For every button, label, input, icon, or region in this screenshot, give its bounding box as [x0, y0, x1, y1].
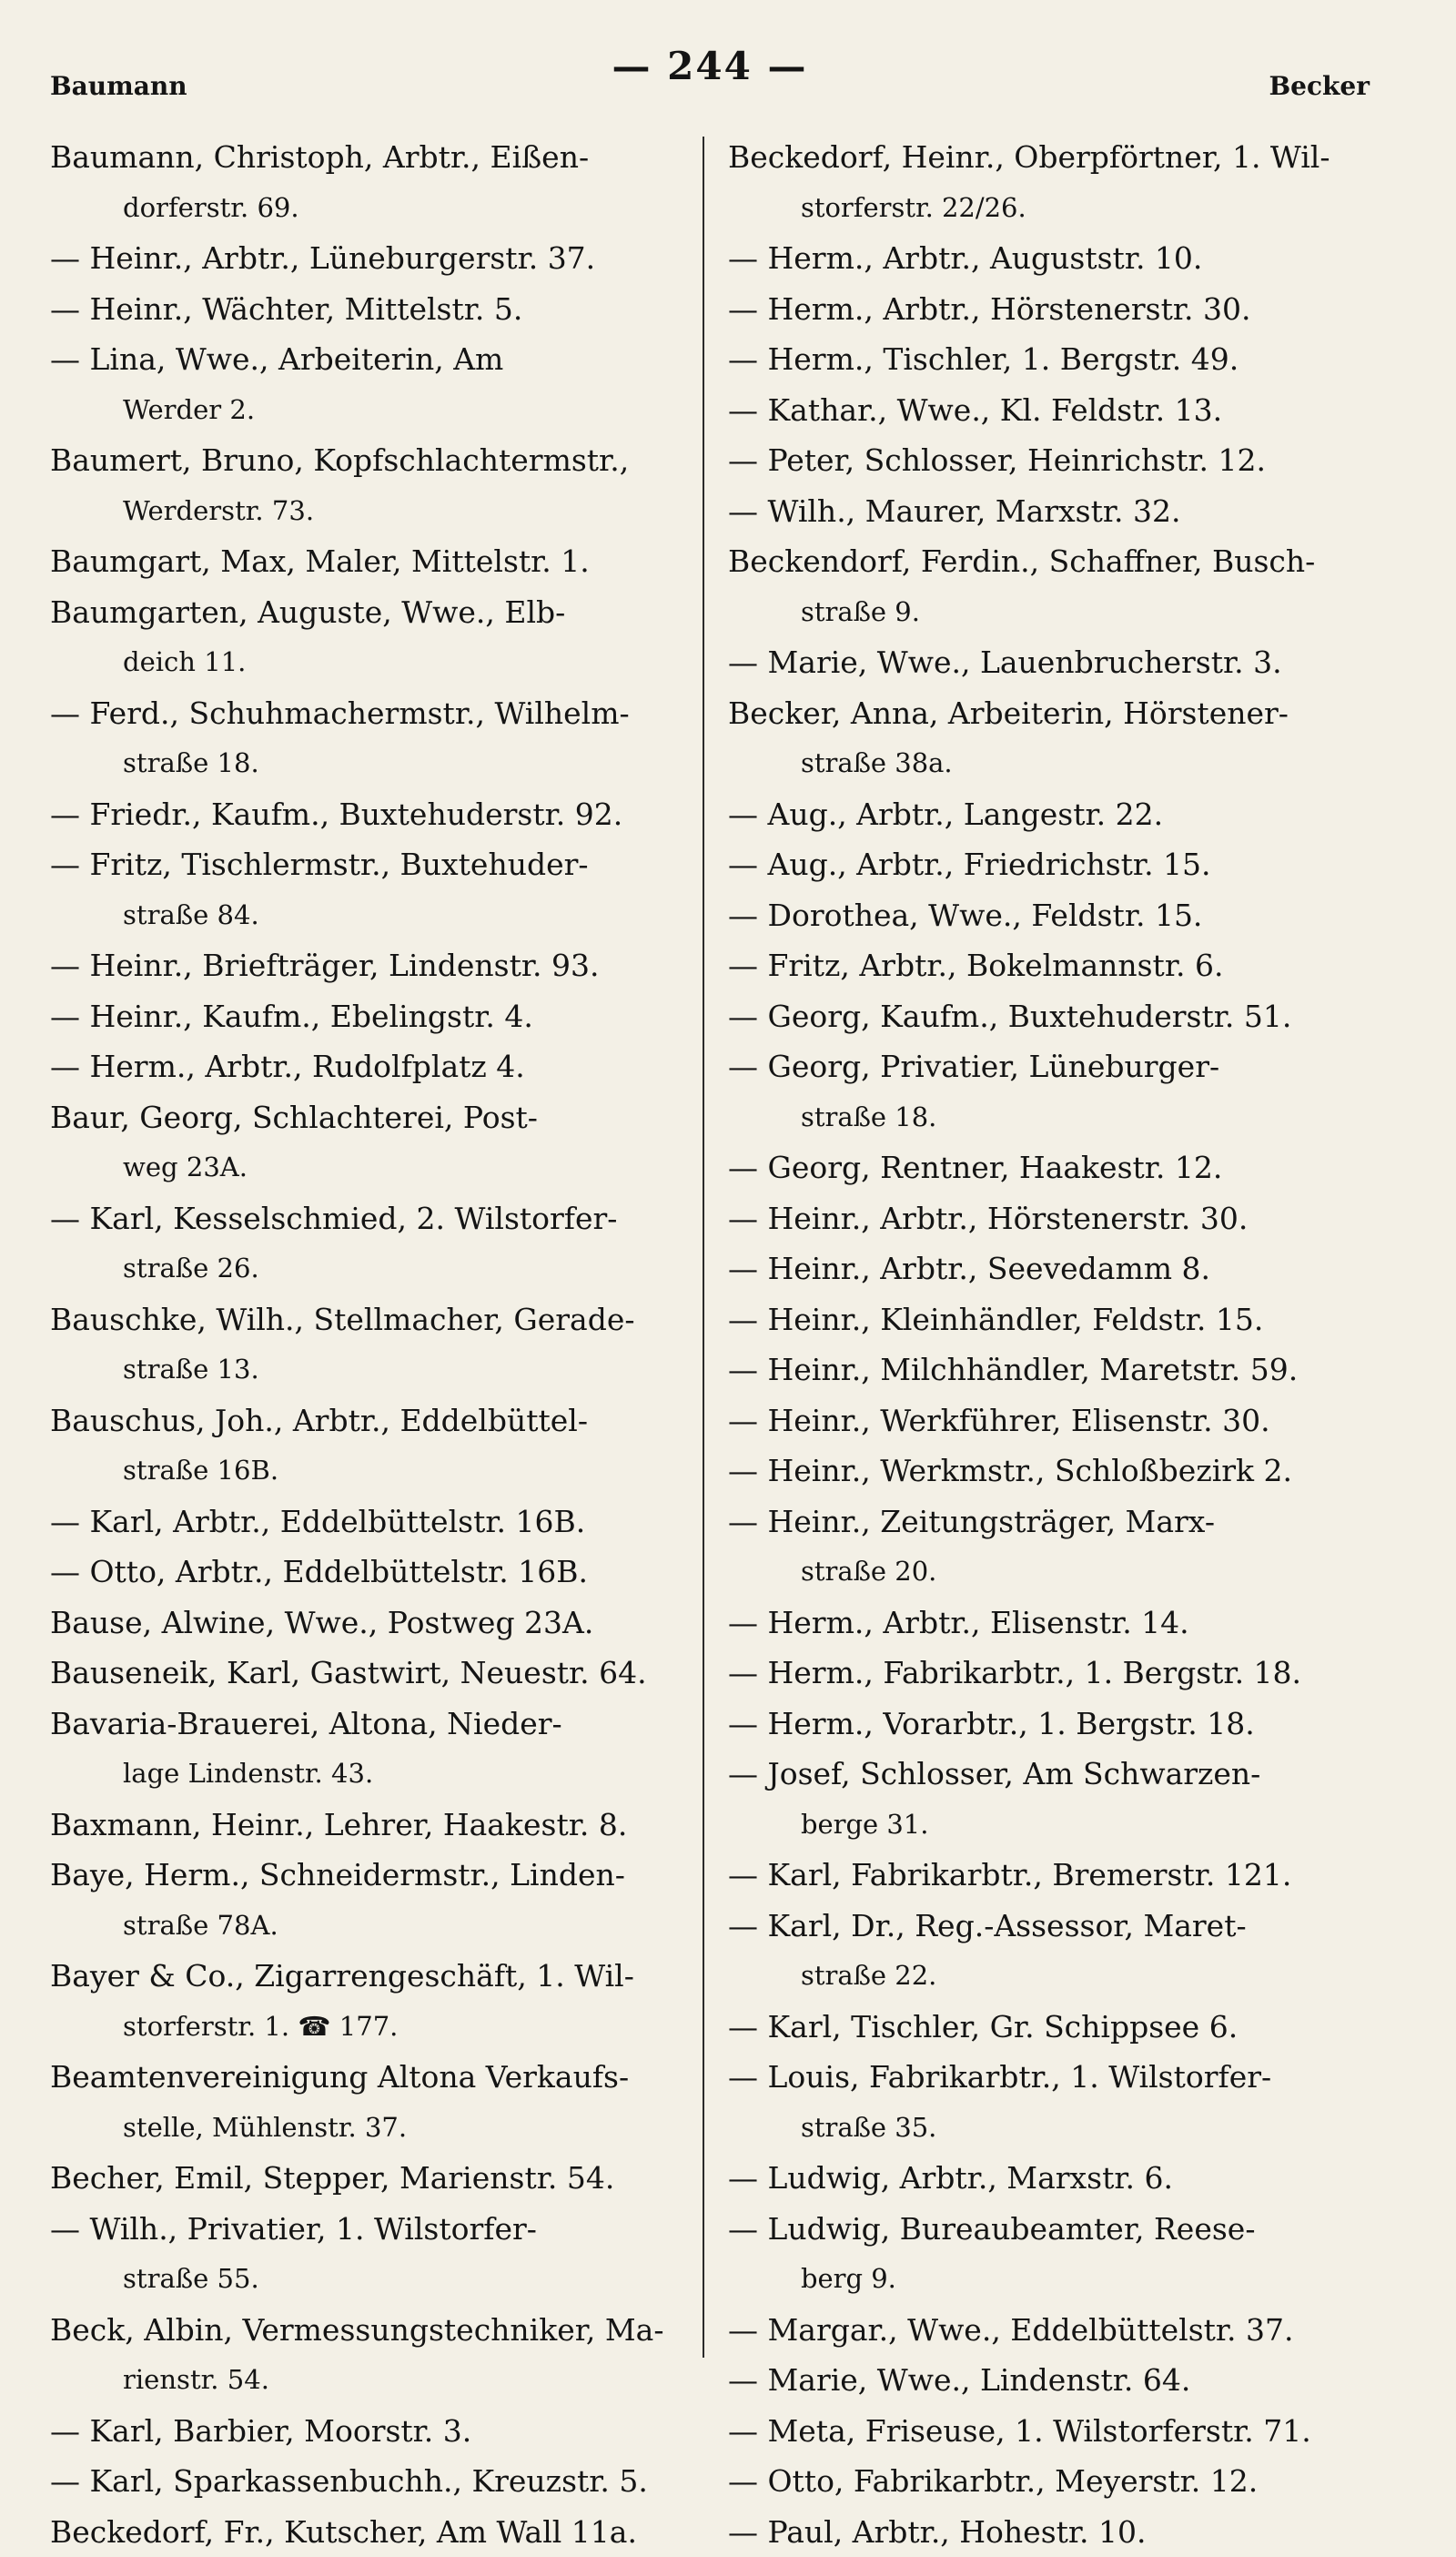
directory-entry: [728, 132, 1370, 233]
directory-entry: [728, 435, 1370, 486]
directory-entry: [728, 1699, 1370, 1750]
entry-line: — Heinr., Briefträger, Lindenstr. 93.: [50, 940, 705, 991]
directory-entry: [728, 2456, 1370, 2507]
entry-line: Beamtenvereinigung Altona Verkaufs-: [50, 2052, 705, 2103]
entry-line: — Georg, Kaufm., Buxtehuderstr. 51.: [728, 991, 1370, 1042]
entry-line: — Peter, Schlosser, Heinrichstr. 12.: [728, 435, 1370, 486]
directory-entry: [728, 2153, 1370, 2204]
entry-line: — Marie, Wwe., Lauenbrucherstr. 3.: [728, 637, 1370, 688]
directory-entry: [50, 2204, 705, 2305]
entry-continuation-line: straße 20.: [728, 1547, 1370, 1598]
directory-entry: [50, 688, 705, 789]
entry-line: Bauschke, Wilh., Stellmacher, Gerade-: [50, 1294, 705, 1345]
entry-continuation-line: lage Lindenstr. 43.: [50, 1749, 705, 1800]
directory-entry: [50, 839, 705, 940]
entry-line: — Karl, Tischler, Gr. Schippsee 6.: [728, 2002, 1370, 2053]
entry-line: — Georg, Privatier, Lüneburger-: [728, 1041, 1370, 1092]
directory-entry: [50, 435, 705, 536]
entry-line: Bayer & Co., Zigarrengeschäft, 1. Wil-: [50, 1951, 705, 2002]
directory-entry: [728, 385, 1370, 436]
entry-continuation-line: weg 23A.: [50, 1142, 705, 1193]
running-head-right: Becker: [1269, 71, 1370, 101]
entry-continuation-line: straße 18.: [50, 738, 705, 789]
directory-entry: [50, 1294, 705, 1395]
entry-line: Bause, Alwine, Wwe., Postweg 23A.: [50, 1598, 705, 1649]
entry-line: — Karl, Kesselschmied, 2. Wilstorfer-: [50, 1193, 705, 1244]
entry-line: — Heinr., Zeitungsträger, Marx-: [728, 1497, 1370, 1547]
directory-entry: [728, 2002, 1370, 2053]
directory-entry: [728, 789, 1370, 840]
entry-line: — Dorothea, Wwe., Feldstr. 15.: [728, 890, 1370, 941]
directory-entry: [728, 2507, 1370, 2557]
directory-entry: [728, 2406, 1370, 2457]
directory-entry: [728, 1598, 1370, 1649]
directory-entry: [728, 2305, 1370, 2356]
entry-line: — Ferd., Schuhmachermstr., Wilhelm-: [50, 688, 705, 739]
directory-entry: [50, 1497, 705, 1547]
entry-line: — Ludwig, Bureaubeamter, Reese-: [728, 2204, 1370, 2255]
directory-entry: [50, 2456, 705, 2507]
directory-entry: [728, 536, 1370, 637]
directory-entry: [728, 1648, 1370, 1699]
directory-entry: [728, 839, 1370, 890]
directory-entry: [728, 1850, 1370, 1901]
entry-line: Bauseneik, Karl, Gastwirt, Neuestr. 64.: [50, 1648, 705, 1699]
entry-line: Baye, Herm., Schneidermstr., Linden-: [50, 1850, 705, 1901]
entry-continuation-line: dorferstr. 69.: [50, 183, 705, 234]
directory-entry: [50, 1395, 705, 1497]
entry-continuation-line: berge 31.: [728, 1800, 1370, 1851]
entry-line: — Karl, Fabrikarbtr., Bremerstr. 121.: [728, 1850, 1370, 1901]
directory-entry: [50, 2305, 705, 2406]
directory-entry: [728, 1497, 1370, 1598]
entry-continuation-line: straße 35.: [728, 2103, 1370, 2154]
directory-entry: [728, 1395, 1370, 1446]
entry-line: — Fritz, Arbtr., Bokelmannstr. 6.: [728, 940, 1370, 991]
entry-continuation-line: storferstr. 22/26.: [728, 183, 1370, 234]
entry-line: Bavaria-Brauerei, Altona, Nieder-: [50, 1699, 705, 1750]
entry-line: Becker, Anna, Arbeiterin, Hörstener-: [728, 688, 1370, 739]
directory-entry: [50, 334, 705, 435]
directory-entry: [50, 1547, 705, 1598]
entry-continuation-line: Werder 2.: [50, 385, 705, 436]
entry-line: — Heinr., Arbtr., Seevedamm 8.: [728, 1243, 1370, 1294]
entry-line: — Herm., Fabrikarbtr., 1. Bergstr. 18.: [728, 1648, 1370, 1699]
entry-continuation-line: stelle, Mühlenstr. 37.: [50, 2103, 705, 2154]
left-column: [50, 132, 705, 2557]
directory-entry: [50, 991, 705, 1042]
entry-continuation-line: berg 9.: [728, 2254, 1370, 2305]
directory-entry: [728, 284, 1370, 335]
entry-line: Baur, Georg, Schlachterei, Post-: [50, 1092, 705, 1143]
entry-line: Beck, Albin, Vermessungstechniker, Ma-: [50, 2305, 705, 2356]
entry-line: — Herm., Arbtr., Rudolfplatz 4.: [50, 1041, 705, 1092]
directory-entry: [728, 2355, 1370, 2406]
directory-entry: [728, 637, 1370, 688]
entry-line: — Aug., Arbtr., Langestr. 22.: [728, 789, 1370, 840]
entry-line: — Otto, Arbtr., Eddelbüttelstr. 16B.: [50, 1547, 705, 1598]
entry-line: — Heinr., Arbtr., Lüneburgerstr. 37.: [50, 233, 705, 284]
directory-entry: [728, 1901, 1370, 2002]
entry-line: — Paul, Arbtr., Hohestr. 10.: [728, 2507, 1370, 2557]
entry-line: Baumert, Bruno, Kopfschlachtermstr.,: [50, 435, 705, 486]
entry-line: — Louis, Fabrikarbtr., 1. Wilstorfer-: [728, 2052, 1370, 2103]
directory-entry: [50, 536, 705, 587]
entry-line: Bauschus, Joh., Arbtr., Eddelbüttel-: [50, 1395, 705, 1446]
directory-entry: [728, 2204, 1370, 2305]
entry-line: — Lina, Wwe., Arbeiterin, Am: [50, 334, 705, 385]
directory-entry: [50, 1951, 705, 2052]
entry-line: — Ludwig, Arbtr., Marxstr. 6.: [728, 2153, 1370, 2204]
entry-line: Baxmann, Heinr., Lehrer, Haakestr. 8.: [50, 1800, 705, 1851]
directory-entry: [728, 486, 1370, 537]
directory-entry: [50, 1092, 705, 1193]
entry-line: — Heinr., Wächter, Mittelstr. 5.: [50, 284, 705, 335]
entry-continuation-line: Werderstr. 73.: [50, 486, 705, 537]
entry-line: — Marie, Wwe., Lindenstr. 64.: [728, 2355, 1370, 2406]
directory-entry: [728, 688, 1370, 789]
directory-entry: [728, 1446, 1370, 1497]
entry-line: — Heinr., Milchhändler, Maretstr. 59.: [728, 1344, 1370, 1395]
entry-continuation-line: rienstr. 54.: [50, 2355, 705, 2406]
entry-continuation-line: straße 26.: [50, 1243, 705, 1294]
entry-line: — Herm., Tischler, 1. Bergstr. 49.: [728, 334, 1370, 385]
entry-continuation-line: straße 13.: [50, 1344, 705, 1395]
entry-continuation-line: straße 16B.: [50, 1446, 705, 1497]
entry-continuation-line: straße 84.: [50, 890, 705, 941]
entry-line: Baumgarten, Auguste, Wwe., Elb-: [50, 587, 705, 638]
directory-entry: [50, 789, 705, 840]
entry-line: — Heinr., Arbtr., Hörstenerstr. 30.: [728, 1193, 1370, 1244]
entry-line: — Karl, Arbtr., Eddelbüttelstr. 16B.: [50, 1497, 705, 1547]
right-column: [728, 132, 1370, 2557]
entry-line: — Karl, Barbier, Moorstr. 3.: [50, 2406, 705, 2457]
entry-continuation-line: straße 18.: [728, 1092, 1370, 1143]
entry-line: — Heinr., Werkmstr., Schloßbezirk 2.: [728, 1446, 1370, 1497]
directory-entry: [50, 1800, 705, 1851]
entry-continuation-line: deich 11.: [50, 637, 705, 688]
directory-entry: [728, 1041, 1370, 1142]
entry-line: Beckedorf, Heinr., Oberpförtner, 1. Wil-: [728, 132, 1370, 183]
directory-entry: [728, 991, 1370, 1042]
directory-entry: [728, 1193, 1370, 1244]
entry-line: — Wilh., Privatier, 1. Wilstorfer-: [50, 2204, 705, 2255]
entry-line: — Georg, Rentner, Haakestr. 12.: [728, 1142, 1370, 1193]
entry-line: Baumann, Christoph, Arbtr., Eißen-: [50, 132, 705, 183]
entry-line: — Herm., Arbtr., Hörstenerstr. 30.: [728, 284, 1370, 335]
directory-entry: [50, 284, 705, 335]
directory-entry: [50, 1193, 705, 1294]
entry-line: Beckendorf, Ferdin., Schaffner, Busch-: [728, 536, 1370, 587]
entry-line: — Wilh., Maurer, Marxstr. 32.: [728, 486, 1370, 537]
directory-entry: [728, 233, 1370, 284]
directory-entry: [50, 233, 705, 284]
entry-line: — Herm., Vorarbtr., 1. Bergstr. 18.: [728, 1699, 1370, 1750]
entry-continuation-line: straße 9.: [728, 587, 1370, 638]
directory-entry: [50, 1041, 705, 1092]
directory-entry: [50, 1648, 705, 1699]
entry-line: — Aug., Arbtr., Friedrichstr. 15.: [728, 839, 1370, 890]
entry-continuation-line: storferstr. 1. ☎ 177.: [50, 2002, 705, 2053]
entry-line: — Meta, Friseuse, 1. Wilstorferstr. 71.: [728, 2406, 1370, 2457]
entry-line: — Heinr., Werkführer, Elisenstr. 30.: [728, 1395, 1370, 1446]
entry-line: — Karl, Sparkassenbuchh., Kreuzstr. 5.: [50, 2456, 705, 2507]
directory-entry: [728, 890, 1370, 941]
running-head-left: Baumann: [50, 71, 187, 101]
entry-continuation-line: straße 78A.: [50, 1901, 705, 1952]
directory-entry: [728, 2052, 1370, 2153]
directory-entry: [728, 940, 1370, 991]
directory-entry: [50, 132, 705, 233]
directory-entry: [728, 1294, 1370, 1345]
entry-line: — Fritz, Tischlermstr., Buxtehuder-: [50, 839, 705, 890]
directory-entry: [728, 1142, 1370, 1193]
page-header: [50, 44, 1370, 98]
entry-continuation-line: straße 55.: [50, 2254, 705, 2305]
entry-line: Beckedorf, Fr., Kutscher, Am Wall 11a.: [50, 2507, 705, 2557]
entry-line: Baumgart, Max, Maler, Mittelstr. 1.: [50, 536, 705, 587]
entry-line: — Heinr., Kaufm., Ebelingstr. 4.: [50, 991, 705, 1042]
entry-line: — Otto, Fabrikarbtr., Meyerstr. 12.: [728, 2456, 1370, 2507]
directory-entry: [728, 1344, 1370, 1395]
entry-line: Becher, Emil, Stepper, Marienstr. 54.: [50, 2153, 705, 2204]
entry-line: — Karl, Dr., Reg.-Assessor, Maret-: [728, 1901, 1370, 1952]
directory-entry: [728, 334, 1370, 385]
directory-entry: [50, 1850, 705, 1951]
entry-line: — Josef, Schlosser, Am Schwarzen-: [728, 1749, 1370, 1800]
entry-continuation-line: straße 22.: [728, 1951, 1370, 2002]
directory-entry: [50, 2153, 705, 2204]
entry-line: — Herm., Arbtr., Elisenstr. 14.: [728, 1598, 1370, 1649]
directory-entry: [50, 587, 705, 688]
directory-entry: [50, 2052, 705, 2153]
directory-entry: [50, 2406, 705, 2457]
directory-entry: [728, 1749, 1370, 1850]
entry-line: — Margar., Wwe., Eddelbüttelstr. 37.: [728, 2305, 1370, 2356]
entry-line: — Kathar., Wwe., Kl. Feldstr. 13.: [728, 385, 1370, 436]
directory-entry: [50, 2507, 705, 2557]
directory-entry: [50, 940, 705, 991]
directory-entry: [50, 1598, 705, 1649]
directory-entry: [728, 1243, 1370, 1294]
page-number: — 244 —: [50, 44, 1370, 88]
entry-line: — Heinr., Kleinhändler, Feldstr. 15.: [728, 1294, 1370, 1345]
entry-line: — Herm., Arbtr., Auguststr. 10.: [728, 233, 1370, 284]
entry-line: — Friedr., Kaufm., Buxtehuderstr. 92.: [50, 789, 705, 840]
entry-continuation-line: straße 38a.: [728, 738, 1370, 789]
directory-entry: [50, 1699, 705, 1800]
